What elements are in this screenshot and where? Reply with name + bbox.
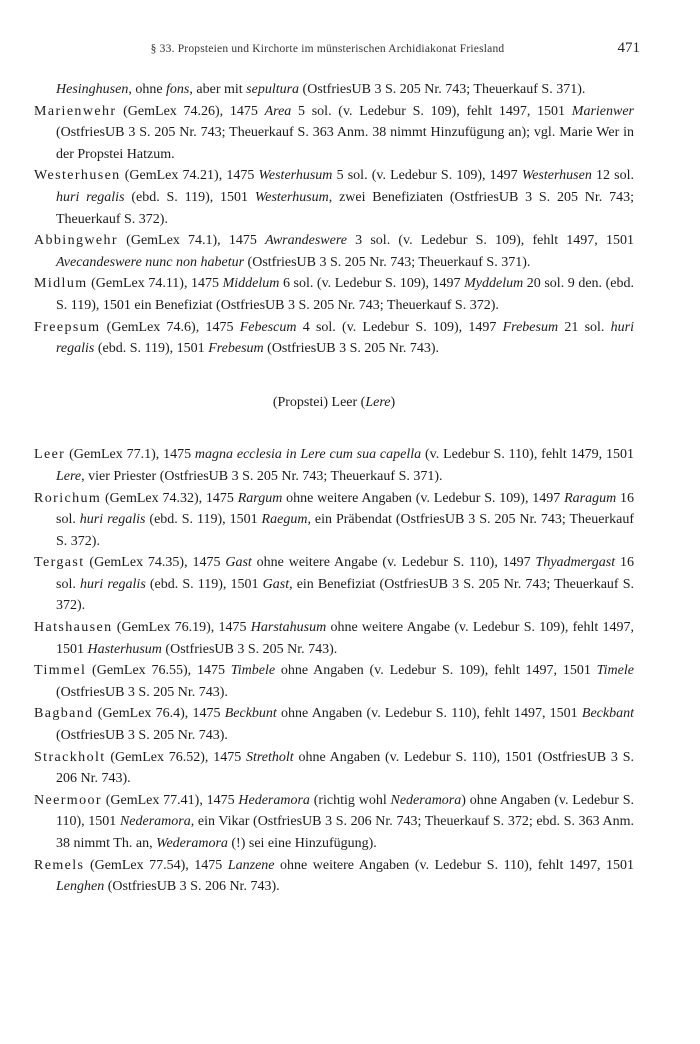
entry-text: (OstfriesUB 3 S. 205 Nr. 743). xyxy=(56,684,228,700)
latin-term: Lanzene xyxy=(227,857,275,873)
place-entry xyxy=(34,747,634,790)
entry-text: (GemLex 76.19), 1475 xyxy=(112,620,251,636)
place-name: Bagband xyxy=(34,706,94,722)
entry-text: , ein Vikar (OstfriesUB 3 S. 206 Nr. 743; Theuerkauf S. 372; ebd. S. 363 Anm. 38 nimmt Th. an, xyxy=(56,814,634,851)
entry-text: ohne Angaben (v. Ledebur S. 110), 1501 (OstfriesUB 3 S. 206 Nr. 743). xyxy=(56,749,634,787)
place-name: Westerhusen xyxy=(34,168,121,184)
latin-term: huri regalis xyxy=(79,512,146,528)
latin-term: magna ecclesia in Lere cum sua capella xyxy=(194,447,422,463)
entry-text: 5 sol. (v. Ledebur S. 109), 1497 xyxy=(332,168,522,184)
entry-text: 12 sol. xyxy=(591,168,634,184)
latin-term: Hesinghusen xyxy=(56,82,129,97)
entry-text: , ohne xyxy=(128,82,167,97)
entry-text: (GemLex 74.1), 1475 xyxy=(118,233,266,249)
entry-text: (ebd. S. 119), 1501 xyxy=(145,576,263,592)
place-entry xyxy=(34,165,634,230)
entry-text: (GemLex 76.55), 1475 xyxy=(86,663,231,679)
entry-text: (OstfriesUB 3 S. 205 Nr. 743). xyxy=(56,728,228,744)
entry-text: (OstfriesUB 3 S. 205 Nr. 743; Theuerkauf S. 371). xyxy=(299,82,586,97)
entry-text: (OstfriesUB 3 S. 205 Nr. 743; Theuerkauf S. 363 Anm. 38 nimmt Hinzufügung an); vgl. Marie Wer in der Propstei Hatzum. xyxy=(56,125,634,162)
place-entry xyxy=(34,101,634,166)
entry-text: (v. Ledebur S. 110), fehlt 1479, 1501 xyxy=(421,447,634,463)
place-name: Leer xyxy=(34,447,66,463)
entry-text: (ebd. S. 119), 1501 xyxy=(124,189,255,205)
latin-term: Beckbunt xyxy=(224,706,277,722)
place-name: Tergast xyxy=(34,555,85,571)
latin-term: Nederamora xyxy=(119,814,191,830)
place-entry xyxy=(34,855,634,898)
latin-term: fons xyxy=(166,82,190,97)
place-name: Timmel xyxy=(34,663,87,679)
entries-group-leer xyxy=(34,444,634,897)
entry-text: (OstfriesUB 3 S. 205 Nr. 743). xyxy=(161,641,338,657)
place-entry xyxy=(34,79,634,101)
latin-term: Raragum xyxy=(564,490,617,506)
entry-text: ohne Angaben (v. Ledebur S. 110), fehlt 1497, 1501 xyxy=(276,706,582,722)
place-entry xyxy=(34,273,634,316)
entry-text: 16 sol. xyxy=(56,555,635,592)
entry-text: 3 sol. (v. Ledebur S. 109), fehlt 1497, 1501 xyxy=(346,233,634,249)
place-name: Hatshausen xyxy=(34,620,113,636)
place-entry xyxy=(34,488,634,553)
latin-term: Nederamora xyxy=(390,792,462,808)
place-name: Midlum xyxy=(34,276,88,292)
entry-text: , vier Priester (OstfriesUB 3 S. 205 Nr. 743; Theuerkauf S. 371). xyxy=(81,468,443,484)
entry-text: 5 sol. (v. Ledebur S. 109), fehlt 1497, 1501 xyxy=(291,103,572,119)
page-body xyxy=(34,79,634,898)
entry-text: ohne weitere Angabe (v. Ledebur S. 109), fehlt 1497, 1501 xyxy=(56,620,634,657)
entry-text: ohne weitere Angabe (v. Ledebur S. 110), 1497 xyxy=(251,555,536,571)
section-heading-post: ) xyxy=(390,394,396,410)
place-name: Strackholt xyxy=(34,749,106,765)
entry-text: ) ohne Angaben (v. Ledebur S. 110), 1501 xyxy=(56,792,634,830)
latin-term: Stretholt xyxy=(245,749,294,765)
latin-term: Middelum xyxy=(222,276,280,292)
section-heading xyxy=(34,392,634,414)
place-name: Freepsum xyxy=(34,319,101,335)
latin-term: huri regalis xyxy=(56,319,634,357)
entry-text: 21 sol. xyxy=(558,319,611,335)
place-entry xyxy=(34,444,634,487)
page-number: 471 xyxy=(617,40,640,56)
entry-text: (GemLex 74.6), 1475 xyxy=(100,319,240,335)
latin-term: Westerhusum xyxy=(258,168,333,184)
latin-term: sepultura xyxy=(246,82,300,97)
latin-term: Gast xyxy=(262,576,290,592)
entry-text: (ebd. S. 119), 1501 xyxy=(94,341,209,357)
place-name: Marienwehr xyxy=(34,103,117,119)
entry-text: (GemLex 76.4), 1475 xyxy=(93,706,225,722)
place-entry xyxy=(34,230,634,273)
entry-text: ohne weitere Angaben (v. Ledebur S. 110), fehlt 1497, 1501 xyxy=(274,857,634,873)
entry-text: (GemLex 74.21), 1475 xyxy=(120,168,259,184)
running-title: § 33. Propsteien und Kirchorte im münsterischen Archidiakonat Friesland xyxy=(150,43,505,55)
entry-text: (GemLex 77.1), 1475 xyxy=(65,447,195,463)
entry-text: (!) sei eine Hinzufügung). xyxy=(227,836,377,851)
latin-term: huri regalis xyxy=(79,576,146,592)
latin-term: Thyadmergast xyxy=(535,555,616,571)
entry-text: 6 sol. (v. Ledebur S. 109), 1497 xyxy=(279,276,465,292)
place-name: Remels xyxy=(34,857,85,873)
entry-text: , ein Benefiziat (OstfriesUB 3 S. 205 Nr. 743; Theuerkauf S. 372). xyxy=(56,576,634,614)
entry-text: , ein Präbendat (OstfriesUB 3 S. 205 Nr. 743; Theuerkauf S. 372). xyxy=(56,512,634,549)
latin-term: Harstahusum xyxy=(250,620,327,636)
page-header xyxy=(60,40,640,60)
place-entry xyxy=(34,790,634,855)
latin-term: Gast xyxy=(225,555,252,571)
place-entry xyxy=(34,552,634,617)
latin-term: Timbele xyxy=(230,663,276,679)
place-name: Rorichum xyxy=(34,490,102,506)
entry-text: (OstfriesUB 3 S. 205 Nr. 743; Theuerkauf S. 371). xyxy=(244,254,531,270)
latin-term: Timele xyxy=(596,663,634,679)
entry-text: (GemLex 74.11), 1475 xyxy=(87,276,223,292)
entry-text: ohne Angaben (v. Ledebur S. 109), fehlt 1497, 1501 xyxy=(275,663,597,679)
entry-text: (ebd. S. 119), 1501 xyxy=(145,512,262,528)
entry-text: (OstfriesUB 3 S. 206 Nr. 743). xyxy=(104,879,280,895)
entry-text: 20 sol. 9 den. (ebd. S. 119), 1501 ein Benefiziat (OstfriesUB 3 S. 205 Nr. 743; Theuerkauf S. 372). xyxy=(56,276,634,313)
entry-text: (GemLex 76.52), 1475 xyxy=(105,749,246,765)
latin-term: Lere xyxy=(56,468,82,484)
latin-term: Raegum xyxy=(261,512,308,528)
entry-text: (GemLex 77.41), 1475 xyxy=(101,792,239,808)
latin-term: huri regalis xyxy=(56,189,125,205)
latin-term: Awrandeswere xyxy=(265,233,347,249)
entry-text: , aber mit xyxy=(189,82,247,97)
place-entry xyxy=(34,317,634,360)
latin-term: Hederamora xyxy=(238,792,310,808)
place-entry xyxy=(34,660,634,703)
latin-term: Hasterhusum xyxy=(87,641,162,657)
section-heading-name: Lere xyxy=(365,394,391,410)
entry-text: ohne weitere Angaben (v. Ledebur S. 109), 1497 xyxy=(282,490,565,506)
entry-text: (GemLex 74.26), 1475 xyxy=(116,103,265,119)
entries-group-hatzum xyxy=(34,79,634,360)
latin-term: Westerhusen xyxy=(521,168,592,184)
latin-term: Lenghen xyxy=(56,879,105,895)
place-entry xyxy=(34,703,634,746)
entry-text: 4 sol. (v. Ledebur S. 109), 1497 xyxy=(296,319,503,335)
entry-text: (OstfriesUB 3 S. 205 Nr. 743). xyxy=(263,341,440,357)
latin-term: Frebesum xyxy=(208,341,264,357)
latin-term: Febescum xyxy=(239,319,297,335)
section-heading-pre: (Propstei) Leer ( xyxy=(272,394,366,410)
latin-term: Wederamora xyxy=(156,836,228,851)
latin-term: Marienwer xyxy=(571,103,634,119)
latin-term: Area xyxy=(264,103,292,119)
latin-term: Frebesum xyxy=(502,319,559,335)
latin-term: Rargum xyxy=(237,490,283,506)
entry-text: 16 sol. xyxy=(56,490,635,528)
latin-term: Beckbant xyxy=(581,706,634,722)
latin-term: Myddelum xyxy=(464,276,524,292)
place-name: Abbingwehr xyxy=(34,233,118,249)
entry-text: (richtig wohl xyxy=(309,792,391,808)
place-name: Neermoor xyxy=(34,792,102,808)
latin-term: Westerhusum xyxy=(254,189,329,205)
place-entry xyxy=(34,617,634,660)
entry-text: , zwei Benefiziaten (OstfriesUB 3 S. 205 Nr. 743; Theuerkauf S. 372). xyxy=(56,189,634,227)
entry-text: (GemLex 74.32), 1475 xyxy=(101,490,238,506)
latin-term: Avecandeswere nunc non habetur xyxy=(56,254,245,270)
entry-text: (GemLex 77.54), 1475 xyxy=(84,857,228,873)
entry-text: (GemLex 74.35), 1475 xyxy=(84,555,226,571)
